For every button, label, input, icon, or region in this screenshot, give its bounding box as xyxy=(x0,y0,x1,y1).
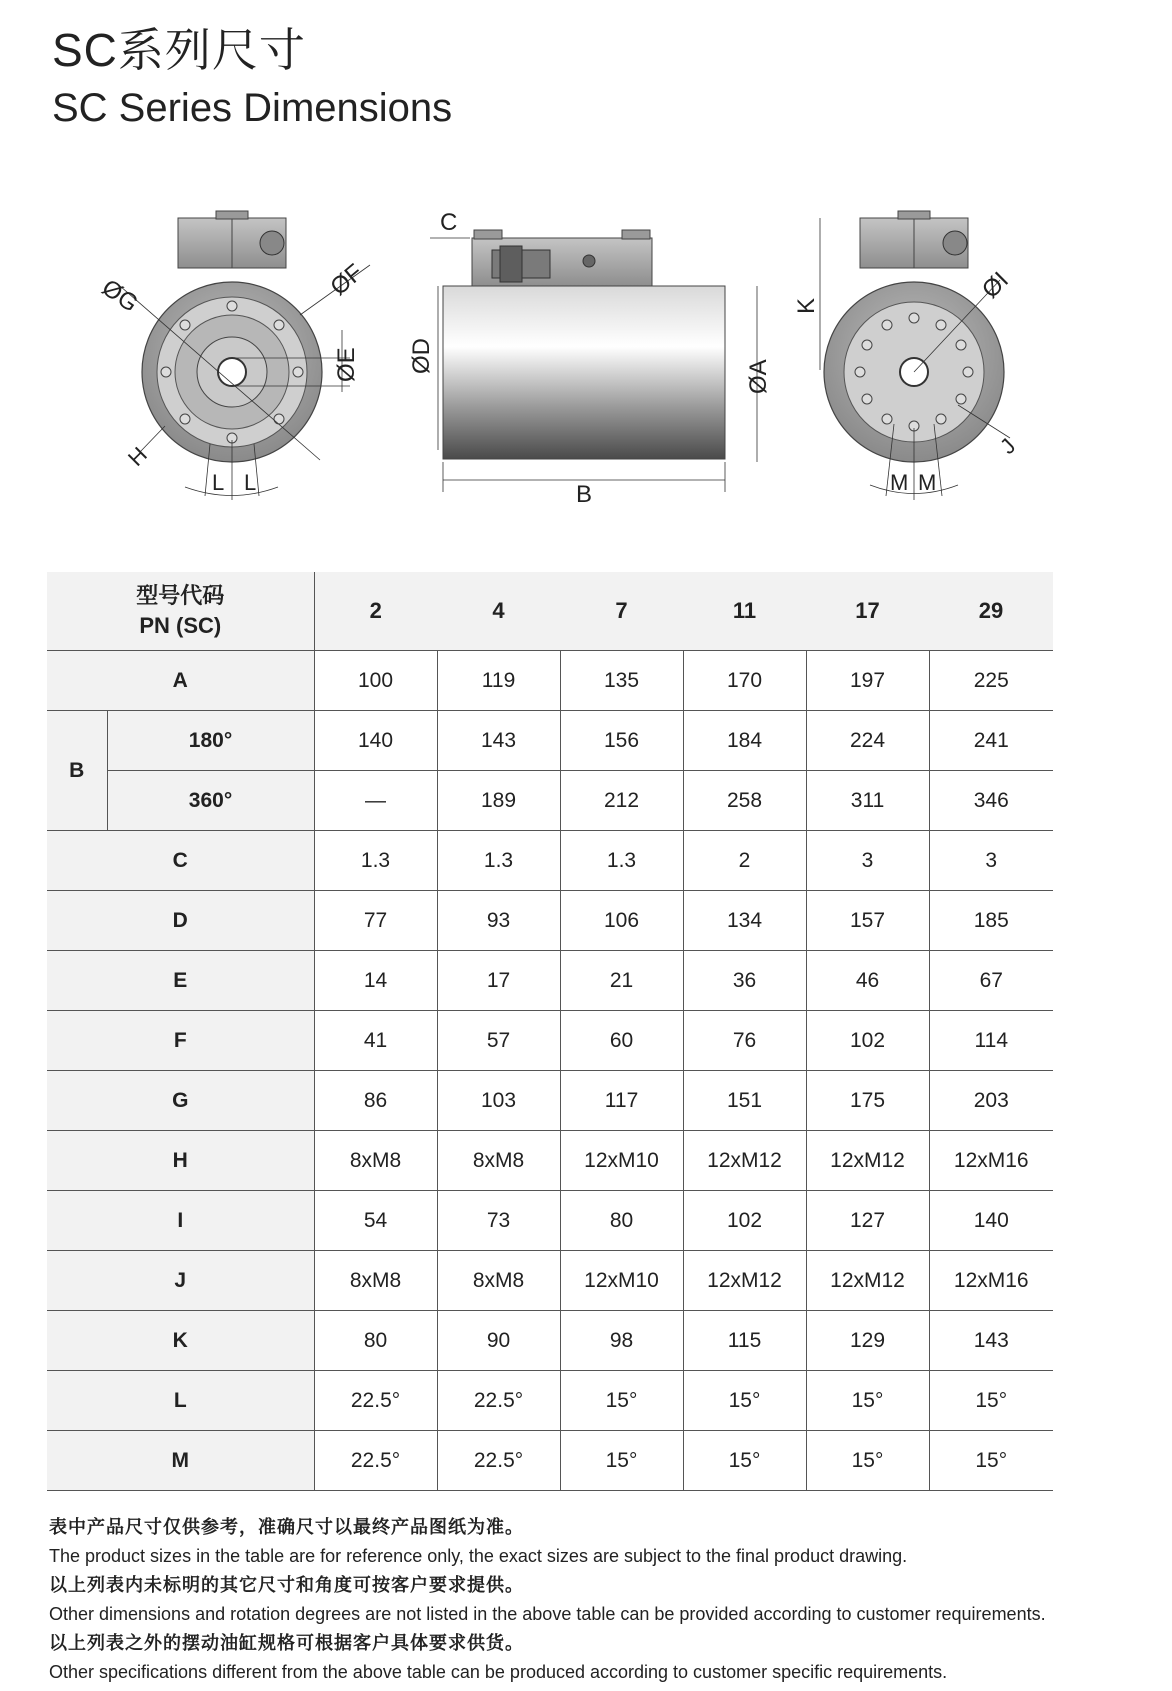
value-cell: 41 xyxy=(314,1011,437,1071)
value-cell: 15° xyxy=(560,1431,683,1491)
value-cell: 60 xyxy=(560,1011,683,1071)
row-label: D xyxy=(47,891,314,951)
value-cell: 8xM8 xyxy=(437,1131,560,1191)
label-m2: M xyxy=(918,470,937,495)
value-cell: 12xM12 xyxy=(806,1131,929,1191)
value-cell: 212 xyxy=(560,771,683,831)
label-a: ØA xyxy=(745,359,772,394)
table-row xyxy=(47,1431,1053,1491)
value-cell: 22.5° xyxy=(437,1431,560,1491)
table-row xyxy=(47,831,1053,891)
table-row xyxy=(47,951,1053,1011)
row-label: 360° xyxy=(107,771,314,831)
note-en: Other specifications different from the above table can be produced according to customer specific requirements. xyxy=(49,1662,948,1682)
row-label: H xyxy=(47,1131,314,1191)
value-cell: 15° xyxy=(683,1431,806,1491)
row-label: M xyxy=(47,1431,314,1491)
value-cell: 8xM8 xyxy=(437,1251,560,1311)
table-row xyxy=(47,771,1053,831)
note-cn: 表中产品尺寸仅供参考，准确尺寸以最终产品图纸为准。 xyxy=(49,1517,524,1537)
table-header-row xyxy=(47,572,1053,651)
label-d: ØD xyxy=(408,338,435,374)
row-label: E xyxy=(47,951,314,1011)
value-cell: 197 xyxy=(806,651,929,711)
row-label: I xyxy=(47,1191,314,1251)
value-cell: 157 xyxy=(806,891,929,951)
label-c: C xyxy=(440,209,458,236)
value-cell: 22.5° xyxy=(437,1371,560,1431)
side-view xyxy=(408,209,772,508)
code-cell: 29 xyxy=(929,572,1053,651)
value-cell: 102 xyxy=(683,1191,806,1251)
row-label: K xyxy=(47,1311,314,1371)
value-cell: 76 xyxy=(683,1011,806,1071)
value-cell: 12xM12 xyxy=(683,1251,806,1311)
pn-label-en: PN (SC) xyxy=(139,613,222,638)
value-cell: 241 xyxy=(929,711,1053,771)
label-m1: M xyxy=(890,470,909,495)
row-label: G xyxy=(47,1071,314,1131)
value-cell: 224 xyxy=(806,711,929,771)
value-cell: 2 xyxy=(683,831,806,891)
value-cell: 175 xyxy=(806,1071,929,1131)
value-cell: 114 xyxy=(929,1011,1053,1071)
row-label: J xyxy=(47,1251,314,1311)
note-en: Other dimensions and rotation degrees are not listed in the above table can be provided according to customer requirements. xyxy=(49,1604,1046,1624)
label-h: H xyxy=(123,441,152,471)
value-cell: 189 xyxy=(437,771,560,831)
value-cell: 170 xyxy=(683,651,806,711)
code-cell: 2 xyxy=(314,572,437,651)
value-cell: 102 xyxy=(806,1011,929,1071)
row-group-label-b: B xyxy=(47,711,107,831)
value-cell: 1.3 xyxy=(560,831,683,891)
value-cell: 12xM10 xyxy=(560,1251,683,1311)
label-l1: L xyxy=(212,470,225,495)
table-row xyxy=(47,1071,1053,1131)
value-cell: 143 xyxy=(437,711,560,771)
value-cell: 98 xyxy=(560,1311,683,1371)
note-en: The product sizes in the table are for reference only, the exact sizes are subject to the final product drawing. xyxy=(49,1546,908,1566)
value-cell: 100 xyxy=(314,651,437,711)
value-cell: 127 xyxy=(806,1191,929,1251)
pn-header-cell xyxy=(47,572,314,651)
value-cell: 203 xyxy=(929,1071,1053,1131)
value-cell: 15° xyxy=(929,1371,1053,1431)
value-cell: 15° xyxy=(929,1431,1053,1491)
value-cell: 77 xyxy=(314,891,437,951)
value-cell: 15° xyxy=(683,1371,806,1431)
label-e: ØE xyxy=(333,347,360,382)
value-cell: 134 xyxy=(683,891,806,951)
row-label: 180° xyxy=(107,711,314,771)
value-cell: 143 xyxy=(929,1311,1053,1371)
code-cell: 4 xyxy=(437,572,560,651)
table-row xyxy=(47,711,1053,771)
value-cell: — xyxy=(314,771,437,831)
table-row xyxy=(47,1251,1053,1311)
value-cell: 73 xyxy=(437,1191,560,1251)
label-l2: L xyxy=(244,470,257,495)
value-cell: 8xM8 xyxy=(314,1131,437,1191)
value-cell: 17 xyxy=(437,951,560,1011)
value-cell: 36 xyxy=(683,951,806,1011)
row-label: F xyxy=(47,1011,314,1071)
note-cn: 以上列表之外的摆动油缸规格可根据客户具体要求供货。 xyxy=(49,1633,524,1653)
value-cell: 106 xyxy=(560,891,683,951)
value-cell: 90 xyxy=(437,1311,560,1371)
value-cell: 1.3 xyxy=(437,831,560,891)
row-label: A xyxy=(47,651,314,711)
note-cn: 以上列表内未标明的其它尺寸和角度可按客户要求提供。 xyxy=(49,1575,524,1595)
value-cell: 15° xyxy=(806,1431,929,1491)
page-title-en: SC Series Dimensions xyxy=(52,86,453,130)
label-j: J xyxy=(995,433,1021,459)
value-cell: 21 xyxy=(560,951,683,1011)
value-cell: 80 xyxy=(560,1191,683,1251)
value-cell: 151 xyxy=(683,1071,806,1131)
table-row xyxy=(47,1311,1053,1371)
value-cell: 8xM8 xyxy=(314,1251,437,1311)
value-cell: 12xM16 xyxy=(929,1251,1053,1311)
side-cylinder-body xyxy=(443,286,725,459)
value-cell: 119 xyxy=(437,651,560,711)
front-bore xyxy=(218,358,246,386)
table-row xyxy=(47,1371,1053,1431)
label-f: ØF xyxy=(325,258,369,302)
value-cell: 67 xyxy=(929,951,1053,1011)
front-view xyxy=(97,211,370,500)
value-cell: 258 xyxy=(683,771,806,831)
value-cell: 1.3 xyxy=(314,831,437,891)
label-b: B xyxy=(576,481,593,508)
code-cell: 17 xyxy=(806,572,929,651)
value-cell: 80 xyxy=(314,1311,437,1371)
value-cell: 115 xyxy=(683,1311,806,1371)
notes-block xyxy=(49,1513,1149,1687)
value-cell: 184 xyxy=(683,711,806,771)
technical-drawing xyxy=(0,200,1172,520)
value-cell: 54 xyxy=(314,1191,437,1251)
code-cell: 7 xyxy=(560,572,683,651)
value-cell: 12xM10 xyxy=(560,1131,683,1191)
value-cell: 86 xyxy=(314,1071,437,1131)
value-cell: 46 xyxy=(806,951,929,1011)
value-cell: 22.5° xyxy=(314,1371,437,1431)
table-row xyxy=(47,651,1053,711)
rear-view xyxy=(793,211,1020,500)
table-row xyxy=(47,1131,1053,1191)
value-cell: 346 xyxy=(929,771,1053,831)
value-cell: 22.5° xyxy=(314,1431,437,1491)
value-cell: 117 xyxy=(560,1071,683,1131)
value-cell: 93 xyxy=(437,891,560,951)
page-title-cn: SC系列尺寸 xyxy=(52,24,306,76)
value-cell: 14 xyxy=(314,951,437,1011)
front-side-bolt xyxy=(260,231,284,255)
code-cell: 11 xyxy=(683,572,806,651)
value-cell: 225 xyxy=(929,651,1053,711)
pn-label-cn: 型号代码 xyxy=(136,583,225,608)
value-cell: 140 xyxy=(314,711,437,771)
value-cell: 129 xyxy=(806,1311,929,1371)
label-g: ØG xyxy=(96,274,143,318)
value-cell: 12xM16 xyxy=(929,1131,1053,1191)
label-i: ØI xyxy=(976,266,1014,304)
value-cell: 311 xyxy=(806,771,929,831)
value-cell: 15° xyxy=(806,1371,929,1431)
table-row xyxy=(47,891,1053,951)
row-label: L xyxy=(47,1371,314,1431)
label-k: K xyxy=(793,297,820,314)
value-cell: 3 xyxy=(929,831,1053,891)
value-cell: 12xM12 xyxy=(683,1131,806,1191)
table-row xyxy=(47,1191,1053,1251)
value-cell: 12xM12 xyxy=(806,1251,929,1311)
dimensions-table xyxy=(47,572,1053,1491)
row-label: C xyxy=(47,831,314,891)
value-cell: 103 xyxy=(437,1071,560,1131)
value-cell: 3 xyxy=(806,831,929,891)
value-cell: 140 xyxy=(929,1191,1053,1251)
value-cell: 135 xyxy=(560,651,683,711)
value-cell: 156 xyxy=(560,711,683,771)
table-row xyxy=(47,1011,1053,1071)
value-cell: 15° xyxy=(560,1371,683,1431)
value-cell: 185 xyxy=(929,891,1053,951)
value-cell: 57 xyxy=(437,1011,560,1071)
